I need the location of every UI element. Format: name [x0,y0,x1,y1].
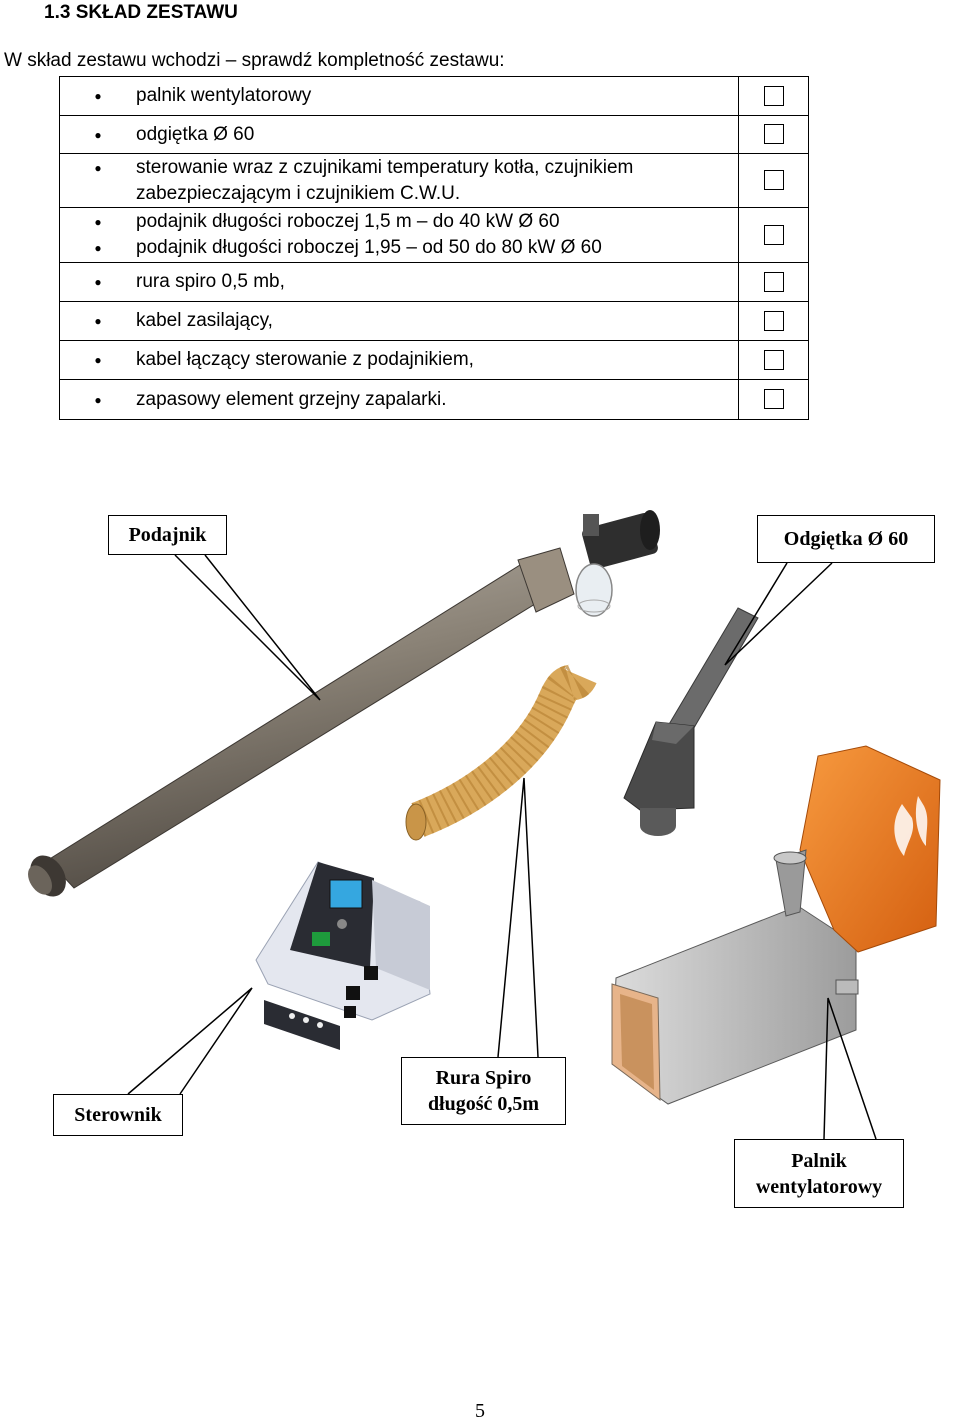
bullet-icon: ● [94,160,102,175]
bullet-icon: ● [94,215,102,229]
checklist-item-text: podajnik długości roboczej 1,5 m – do 40 kW Ø 60 [136,211,560,232]
label-rura-spiro [401,1057,566,1125]
checklist-item-text: odgiętka Ø 60 [136,123,255,145]
label-palnik-line2: wentylatorowy [755,1175,883,1198]
bullet-icon: ● [94,127,102,142]
label-odgietka: Odgiętka Ø 60 [757,515,935,563]
checklist-item-text: zapasowy element grzejny zapalarki. [136,388,447,410]
label-rura-spiro-line1: Rura Spiro [435,1067,532,1089]
checklist-item-text: palnik wentylatorowy [136,85,312,106]
checklist-item-text: kabel łączący sterowanie z podajnikiem, [136,349,474,370]
label-rura-spiro-line2: długość 0,5m [427,1093,540,1115]
bullet-icon: ● [94,353,102,367]
intro-text: W skład zestawu wchodzi – sprawdź kompletność zestawu: [4,50,505,71]
bullet-icon: ● [94,89,102,103]
bullet-icon: ● [94,392,102,407]
label-sterownik: Sterownik [53,1094,183,1136]
elbow-image [624,608,758,836]
checklist-item-text: podajnik długości roboczej 1,95 – od 50 do 80 kW Ø 60 [136,237,602,258]
label-palnik-line1: Palnik [791,1149,847,1172]
checklist-item-text: rura spiro 0,5 mb, [136,271,285,292]
controller-image [256,862,430,1050]
label-podajnik: Podajnik [108,515,227,555]
bullet-icon: ● [94,314,102,328]
bullet-icon: ● [94,241,102,255]
page-number: 5 [475,1400,485,1422]
checklist-item-text: kabel zasilający, [136,310,273,331]
checklist-item-text: sterowanie wraz z czujnikami temperatury kotła, czujnikiem zabezpieczającym i czujnikiem C.W.U. [136,156,634,204]
label-palnik [734,1139,904,1208]
spiro-hose-image [406,676,580,840]
section-title: 1.3 SKŁAD ZESTAWU [44,2,238,23]
bullet-icon: ● [94,275,102,289]
